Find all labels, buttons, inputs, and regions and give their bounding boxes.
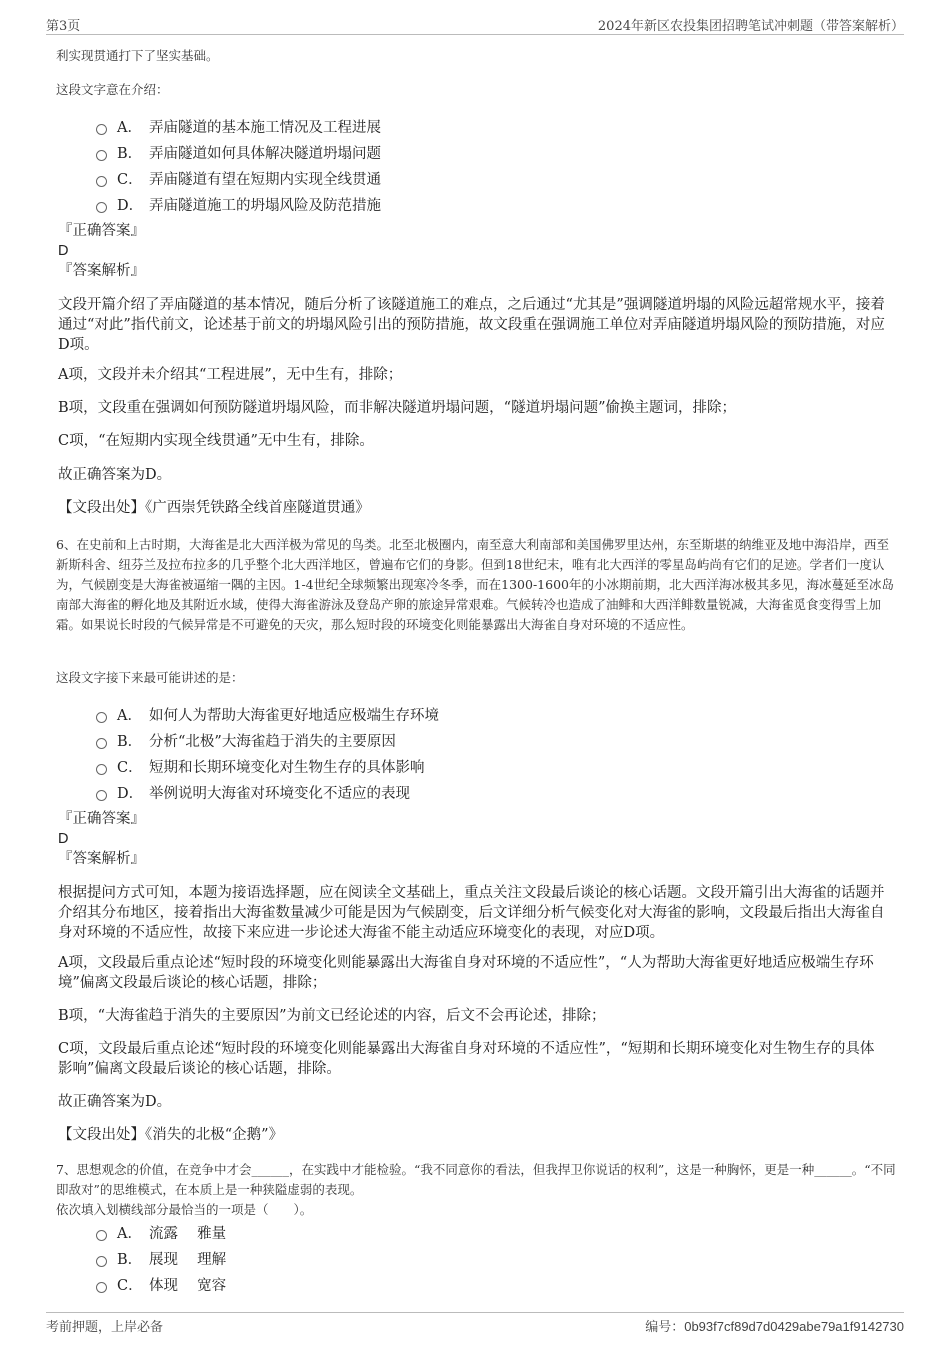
q6-option-c[interactable]: C． 短期和长期环境变化对生物生存的具体影响 bbox=[96, 753, 796, 779]
radio-icon[interactable] bbox=[96, 1230, 107, 1241]
document-title: 2024年新区农投集团招聘笔试冲刺题（带答案解析） bbox=[597, 19, 904, 34]
q5-options bbox=[96, 113, 796, 217]
q5-option-a[interactable]: A． 弄庙隧道的基本施工情况及工程进展 bbox=[96, 113, 796, 139]
q5-source: 【文段出处】《广西崇凭铁路全线首座隧道贯通》 bbox=[58, 500, 370, 516]
radio-icon[interactable] bbox=[96, 738, 107, 749]
q6-source: 【文段出处】《消失的北极“企鹅”》 bbox=[58, 1127, 284, 1143]
q7-option-a[interactable]: A． 流露 雅量 bbox=[96, 1219, 796, 1245]
q7-option-b[interactable]: B． 展现 理解 bbox=[96, 1245, 796, 1271]
q5-conclusion: 故正确答案为D。 bbox=[58, 467, 172, 483]
page-number: 第3页 bbox=[46, 19, 81, 34]
q6-stem: 6、在史前和上古时期，大海雀是北大西洋极为常见的鸟类。北至北极圈内，南至意大利南部和美国佛罗里达州，东至斯堪的纳维亚及地中海沿岸，西至新斯科舍、纽芬兰及拉布拉多的几乎整个北大西洋地区，曾遍布它们的身影。但到18世纪末，唯有北大西洋的零星岛屿尚有它们的足迹。学者们一度认为，气候剧变是大海雀被逼缩一隅的主因。1-4世纪全球频繁出现寒冷冬季，而在1300-1600年的小冰期前期，北大西洋海冰极其多见，海冰蔓延至冰岛南部大海雀的孵化地及其附近水域，使得大海雀游泳及登岛产卵的旅途异常艰难。气候转冷也造成了油鲱和大西洋鲱数量锐减，大海雀觅食变得雪上加霜。如果说长时段的气候异常是不可避免的天灾，那么短时段的环境变化则能暴露出大海雀自身对环境的不适应性。 bbox=[56, 537, 894, 632]
q6-analysis-label: 『答案解析』 bbox=[58, 851, 145, 867]
radio-icon[interactable] bbox=[96, 150, 107, 161]
q6-analysis-main: 根据提问方式可知，本题为接语选择题，应在阅读全文基础上，重点关注文段最后谈论的核心话题。文段开篇引出大海雀的话题并介绍其分布地区，接着指出大海雀数量减少可能是因为气候剧变，后文详细分析气候变化对大海雀的影响，文段最后指出大海雀自身对环境的不适应性，故接下来应进一步论述大海雀不能主动适应环境变化的表现，对应D项。 bbox=[58, 885, 885, 941]
q7-stem: 7、思想观念的价值，在竞争中才会______，在实践中才能检验。“我不同意你的看法，但我捍卫你说话的权利”，这是一种胸怀，更是一种______。“不同即敌对”的思维模式，在本质上是一种狭隘虚弱的表现。 bbox=[56, 1162, 896, 1197]
q5-analysis-b: B项，文段重在强调如何预防隧道坍塌风险，而非解决隧道坍塌问题，“隧道坍塌问题”偷换主题词，排除； bbox=[58, 400, 736, 416]
q6-option-b[interactable]: B． 分析“北极”大海雀趋于消失的主要原因 bbox=[96, 727, 796, 753]
radio-icon[interactable] bbox=[96, 1256, 107, 1267]
q6-answer-label: 『正确答案』 bbox=[58, 811, 145, 827]
q5-answer-label: 『正确答案』 bbox=[58, 223, 145, 239]
q6-option-a[interactable]: A． 如何人为帮助大海雀更好地适应极端生存环境 bbox=[96, 701, 796, 727]
q5-option-c[interactable]: C． 弄庙隧道有望在短期内实现全线贯通 bbox=[96, 165, 796, 191]
page-footer bbox=[46, 1312, 904, 1335]
q5-option-d[interactable]: D． 弄庙隧道施工的坍塌风险及防范措施 bbox=[96, 191, 796, 217]
q7-prompt: 依次填入划横线部分最恰当的一项是（ ）。 bbox=[56, 1202, 313, 1217]
q6-answer: D bbox=[58, 831, 69, 847]
document-code: 编号：0b93f7cf89d7d0429abe79a1f9142730 bbox=[645, 1319, 904, 1334]
q5-analysis-main: 文段开篇介绍了弄庙隧道的基本情况，随后分析了该隧道施工的难点，之后通过“尤其是”强调隧道坍塌的风险远超常规水平，接着通过“对此”指代前文，论述基于前文的坍塌风险引出的预防措施，故文段重在强调施工单位对弄庙隧道坍塌风险的预防措施，对应D项。 bbox=[58, 297, 885, 353]
q6-analysis-b: B项，“大海雀趋于消失的主要原因”为前文已经论述的内容，后文不会再论述，排除； bbox=[58, 1008, 606, 1024]
q7-option-c[interactable]: C． 体现 宽容 bbox=[96, 1271, 796, 1297]
q7-options bbox=[96, 1219, 796, 1297]
q6-conclusion: 故正确答案为D。 bbox=[58, 1094, 172, 1110]
q6-options bbox=[96, 701, 796, 805]
q5-intro-tail: 利实现贯通打下了坚实基础。 bbox=[56, 48, 219, 63]
footer-slogan: 考前押题，上岸必备 bbox=[46, 1320, 164, 1335]
q5-analysis-c: C项，“在短期内实现全线贯通”无中生有，排除。 bbox=[58, 433, 374, 449]
radio-icon[interactable] bbox=[96, 764, 107, 775]
q5-option-b[interactable]: B． 弄庙隧道如何具体解决隧道坍塌问题 bbox=[96, 139, 796, 165]
q6-analysis-a: A项，文段最后重点论述“短时段的环境变化则能暴露出大海雀自身对环境的不适应性”，“人为帮助大海雀更好地适应极端生存环境”偏离文段最后谈论的核心话题，排除； bbox=[58, 955, 874, 991]
radio-icon[interactable] bbox=[96, 202, 107, 213]
q6-prompt: 这段文字接下来最可能讲述的是： bbox=[56, 670, 244, 685]
radio-icon[interactable] bbox=[96, 1282, 107, 1293]
radio-icon[interactable] bbox=[96, 124, 107, 135]
q5-analysis-label: 『答案解析』 bbox=[58, 263, 145, 279]
q5-analysis-a: A项，文段并未介绍其“工程进展”，无中生有，排除； bbox=[58, 367, 403, 383]
page-header bbox=[46, 14, 904, 35]
q5-answer: D bbox=[58, 243, 69, 259]
radio-icon[interactable] bbox=[96, 712, 107, 723]
radio-icon[interactable] bbox=[96, 790, 107, 801]
q5-prompt: 这段文字意在介绍： bbox=[56, 82, 169, 97]
q6-analysis-c: C项，文段最后重点论述“短时段的环境变化则能暴露出大海雀自身对环境的不适应性”，“短期和长期环境变化对生物生存的具体影响”偏离文段最后谈论的核心话题，排除。 bbox=[58, 1041, 875, 1077]
radio-icon[interactable] bbox=[96, 176, 107, 187]
q6-option-d[interactable]: D． 举例说明大海雀对环境变化不适应的表现 bbox=[96, 779, 796, 805]
